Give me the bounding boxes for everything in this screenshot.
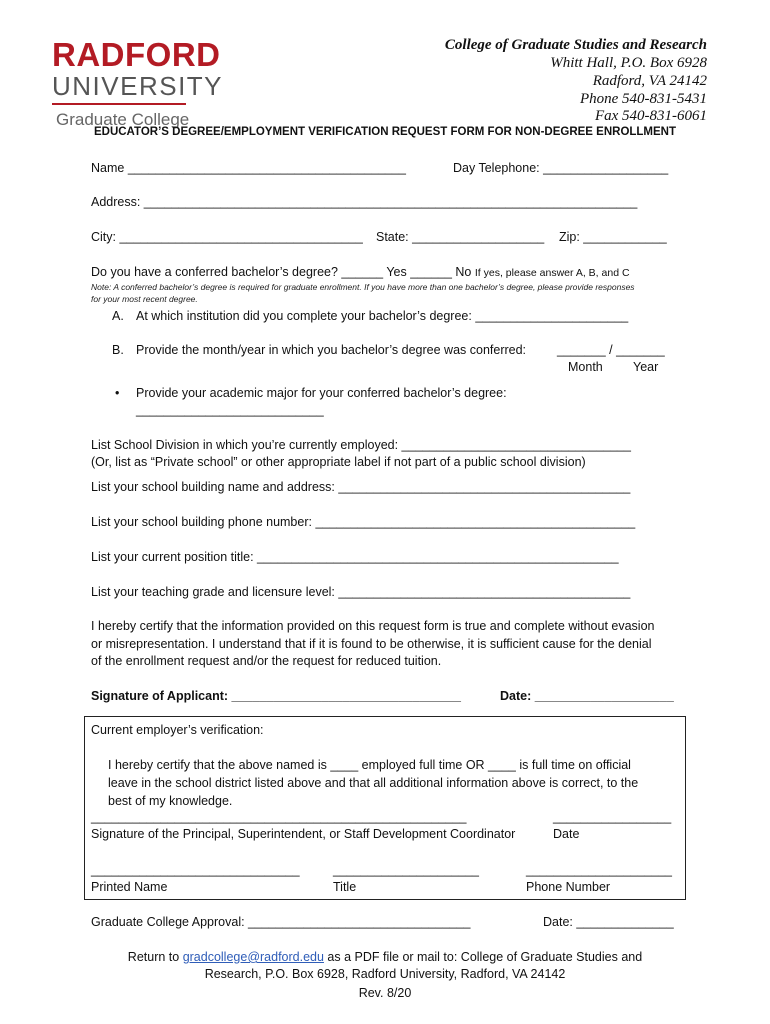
city-field[interactable]: City: ___________________________________	[91, 230, 363, 244]
approval-date-field[interactable]: Date: ______________	[543, 915, 674, 929]
employer-signature-line[interactable]: ______________________________________________________	[91, 810, 467, 824]
school-division-note: (Or, list as “Private school” or other appropriate label if not part of a public school division)	[91, 455, 586, 469]
building-phone-field[interactable]: List your school building phone number: ______________________________________________	[91, 515, 636, 529]
school-building-field[interactable]: List your school building name and address: __________________________________________	[91, 480, 631, 494]
address-field[interactable]: Address: _______________________________________________________________________	[91, 195, 638, 209]
applicant-date-field[interactable]: Date: ____________________	[500, 689, 674, 703]
employer-date-line[interactable]: _________________	[553, 810, 672, 824]
employer-date-label: Date	[553, 827, 580, 841]
question-c-marker: •	[115, 386, 120, 400]
title-label: Title	[333, 880, 357, 894]
logo-line-2: UNIVERSITY	[52, 71, 224, 101]
school-division-field[interactable]: List School Division in which you’re currently employed: _________________________________	[91, 438, 631, 452]
logo-line-1: RADFORD	[52, 36, 221, 73]
position-title-field[interactable]: List your current position title: ____________________________________________________	[91, 550, 619, 564]
employer-heading: Current employer’s verification:	[91, 723, 264, 737]
university-logo	[52, 36, 224, 129]
question-a-marker: A.	[112, 309, 124, 323]
footer-return-line	[0, 950, 770, 964]
printed-name-line[interactable]: ______________________________	[91, 863, 300, 877]
logo-line-3: Graduate College	[56, 110, 190, 129]
year-label: Year	[633, 360, 659, 374]
phone-number-label: Phone Number	[526, 880, 611, 894]
header-fax: Fax 540-831-6061	[594, 108, 707, 124]
bachelor-question-text: Do you have a conferred bachelor’s degree? ______ Yes ______ No	[91, 265, 472, 279]
zip-field[interactable]: Zip: ____________	[559, 230, 667, 244]
footer-return-post: as a PDF file or mail to: College of Graduate Studies and	[323, 950, 643, 964]
employer-line-1: I hereby certify that the above named is ____ employed full time OR ____ is full time on official	[108, 758, 631, 772]
header-address1: Whitt Hall, P.O. Box 6928	[550, 55, 707, 71]
header-org: College of Graduate Studies and Research	[444, 37, 707, 53]
revision-label: Rev. 8/20	[358, 986, 412, 1000]
name-field[interactable]: Name ________________________________________	[91, 161, 406, 175]
question-c-blank[interactable]: ___________________________	[136, 403, 324, 417]
certify-line-3: of the enrollment request and/or the request for reduced tuition.	[91, 654, 442, 668]
applicant-signature-field[interactable]: Signature of Applicant: _________________________________	[91, 689, 461, 703]
printed-name-label: Printed Name	[91, 880, 168, 894]
bachelor-instruction: If yes, please answer A, B, and C	[474, 267, 630, 279]
footer-return-pre: Return to	[127, 950, 183, 964]
form-title: EDUCATOR’S DEGREE/EMPLOYMENT VERIFICATION REQUEST FORM FOR NON-DEGREE ENROLLMENT	[93, 126, 677, 138]
question-b-blank[interactable]: _______ / _______	[557, 343, 665, 357]
certify-line-2: or misrepresentation. I understand that if it is found to be otherwise, it is sufficient cause for the denial	[91, 637, 652, 651]
bachelor-question[interactable]	[91, 265, 630, 279]
graduate-approval-field[interactable]: Graduate College Approval: ________________________________	[91, 915, 471, 929]
header-address2: Radford, VA 24142	[592, 73, 707, 89]
state-field[interactable]: State: ___________________	[376, 230, 545, 244]
email-link[interactable]: gradcollege@radford.edu	[182, 950, 324, 964]
bachelor-note-1: Note: A conferred bachelor’s degree is required for graduate enrollment. If you have more than one bachelor’s degree, please provide responses	[91, 282, 635, 292]
employer-signature-label: Signature of the Principal, Superintendent, or Staff Development Coordinator	[91, 827, 516, 841]
logo-divider	[52, 103, 186, 105]
question-b: Provide the month/year in which you bachelor’s degree was conferred:	[136, 343, 527, 357]
question-a[interactable]: At which institution did you complete your bachelor’s degree: ______________________	[136, 309, 629, 323]
question-b-marker: B.	[112, 343, 124, 357]
question-c: Provide your academic major for your conferred bachelor’s degree:	[136, 386, 507, 400]
certify-line-1: I hereby certify that the information provided on this request form is true and complete without evasion	[91, 619, 655, 633]
title-line[interactable]: _____________________	[333, 863, 479, 877]
employer-line-2: leave in the school district listed above and that all additional information above is correct, to the	[108, 776, 639, 790]
month-label: Month	[568, 360, 603, 374]
day-phone-field[interactable]: Day Telephone: __________________	[453, 161, 669, 175]
header-phone: Phone 540-831-5431	[579, 91, 707, 107]
bachelor-note-2: for your most recent degree.	[91, 294, 198, 304]
phone-number-line[interactable]: _____________________	[526, 863, 672, 877]
footer-address: Research, P.O. Box 6928, Radford University, Radford, VA 24142	[204, 967, 566, 981]
employer-line-3: best of my knowledge.	[108, 794, 233, 808]
teaching-grade-field[interactable]: List your teaching grade and licensure level: __________________________________________	[91, 585, 631, 599]
